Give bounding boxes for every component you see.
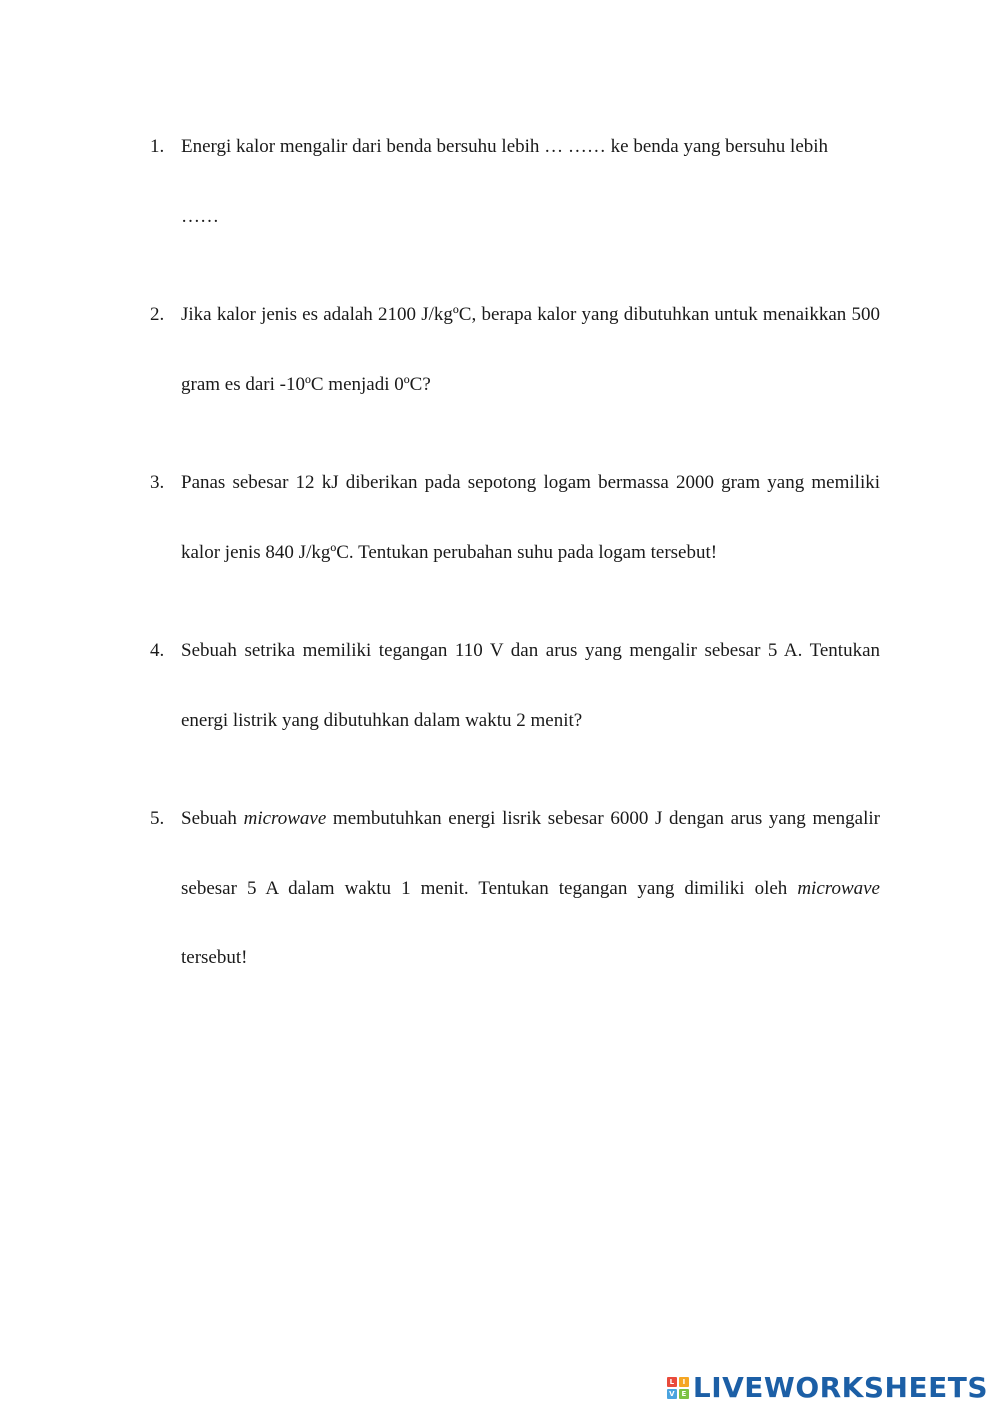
question-text: Panas sebesar 12 kJ diberikan pada sepotong logam bermassa 2000 gram yang memiliki kalor jenis 840 J/kgºC. Tentukan perubahan suhu pada logam tersebut! [181, 472, 880, 563]
logo-mark-letter: I [679, 1377, 689, 1387]
liveworksheets-logo [667, 1371, 988, 1404]
question-text: Jika kalor jenis es adalah 2100 J/kgºC, berapa kalor yang dibutuhkan untuk menaikkan 500 gram es dari -10ºC menjadi 0ºC? [181, 304, 880, 395]
question-number: 4. [150, 640, 165, 661]
question-text-part: Sebuah [181, 808, 237, 829]
question-list [150, 112, 880, 1022]
question-text-part: membutuhkan energi lisrik sebesar 6000 J dengan arus yang mengalir sebesar 5 A dalam waktu 1 menit. Tentukan tegangan yang dimiliki oleh [181, 808, 880, 899]
question-text-part: tersebut! [181, 947, 248, 968]
question-number: 5. [150, 808, 165, 829]
question-item [150, 784, 880, 993]
question-text-italic: microwave [797, 877, 880, 899]
liveworksheets-logo-text: LIVEWORKSHEETS [692, 1371, 988, 1404]
question-text-line: …… [181, 205, 219, 227]
question-text [181, 784, 880, 993]
question-text [181, 112, 880, 251]
question-number: 2. [150, 304, 165, 325]
question-number: 3. [150, 472, 165, 493]
question-number: 1. [150, 136, 165, 157]
question-item [150, 616, 880, 755]
logo-mark-letter: L [667, 1377, 677, 1387]
question-item [150, 280, 880, 419]
logo-mark-letter: V [667, 1389, 677, 1399]
question-text: Sebuah setrika memiliki tegangan 110 V dan arus yang mengalir sebesar 5 A. Tentukan energi listrik yang dibutuhkan dalam waktu 2 menit? [181, 640, 880, 731]
question-text-italic: microwave [243, 808, 327, 829]
question-item [150, 448, 880, 587]
logo-mark-letter: E [679, 1389, 689, 1399]
liveworksheets-logo-mark-icon [667, 1377, 689, 1399]
question-text-line: Energi kalor mengalir dari benda bersuhu lebih … …… ke benda yang bersuhu lebih [181, 136, 829, 157]
question-item [150, 112, 880, 251]
